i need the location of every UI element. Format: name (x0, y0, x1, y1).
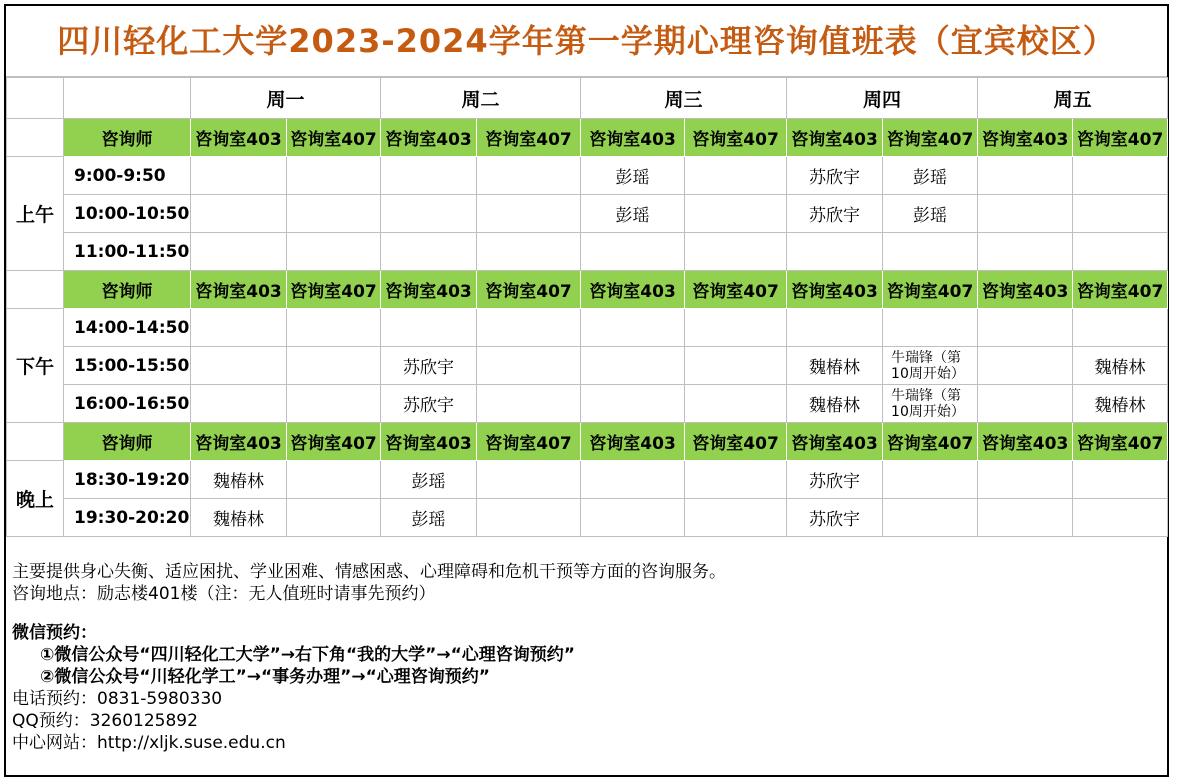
period-label-morning: 上午 (7, 157, 64, 271)
counselor-cell (685, 499, 787, 537)
counselor-cell (191, 385, 287, 423)
time-cell: 18:30-19:20 (64, 461, 191, 499)
time-slot-row (7, 309, 1168, 347)
room-header-cell: 咨询室407 (685, 119, 787, 157)
counselor-cell: 魏椿林 (787, 347, 883, 385)
counselor-cell (287, 195, 381, 233)
counselor-cell (381, 157, 477, 195)
counselor-cell (978, 157, 1073, 195)
room-header-cell: 咨询室403 (978, 271, 1073, 309)
counselor-cell (685, 233, 787, 271)
day-friday: 周五 (978, 78, 1168, 119)
wechat-option-1: ①微信公众号“四川轻化工大学”→右下角“我的大学”→“心理咨询预约” (40, 645, 575, 665)
room-header-row (7, 423, 1168, 461)
counselor-cell (685, 347, 787, 385)
counselor-cell: 苏欣宇 (787, 195, 883, 233)
page-title: 四川轻化工大学2023-2024学年第一学期心理咨询值班表（宜宾校区） (6, 6, 1167, 77)
counselor-cell: 彭瑶 (581, 157, 685, 195)
counselor-cell: 苏欣宇 (381, 347, 477, 385)
time-slot-row (7, 157, 1168, 195)
room-header-cell: 咨询室407 (685, 271, 787, 309)
counselor-cell: 彭瑶 (381, 499, 477, 537)
counselor-cell (978, 461, 1073, 499)
wechat-title: 微信预约： (12, 623, 97, 643)
counselor-cell (883, 309, 978, 347)
room-header-row (7, 271, 1168, 309)
time-cell: 9:00-9:50 (64, 157, 191, 195)
counselor-cell (477, 157, 581, 195)
header-blank-cell (7, 271, 64, 309)
counselor-header: 咨询师 (64, 423, 191, 461)
period-label-afternoon: 下午 (7, 309, 64, 423)
day-thursday: 周四 (787, 78, 978, 119)
counselor-cell (883, 461, 978, 499)
room-header-cell: 咨询室403 (581, 119, 685, 157)
room-header-cell: 咨询室407 (883, 423, 978, 461)
time-slot-row (7, 385, 1168, 423)
counselor-cell: 魏椿林 (787, 385, 883, 423)
counselor-cell (381, 309, 477, 347)
counselor-cell (1073, 499, 1168, 537)
room-header-cell: 咨询室403 (787, 119, 883, 157)
counselor-cell (191, 157, 287, 195)
room-header-cell: 咨询室407 (477, 423, 581, 461)
day-wednesday: 周三 (581, 78, 787, 119)
time-slot-row (7, 347, 1168, 385)
counselor-cell (191, 233, 287, 271)
counselor-cell (287, 309, 381, 347)
time-cell: 19:30-20:20 (64, 499, 191, 537)
time-slot-row (7, 195, 1168, 233)
day-tuesday: 周二 (381, 78, 581, 119)
time-slot-row (7, 233, 1168, 271)
room-header-cell: 咨询室407 (685, 423, 787, 461)
room-header-cell: 咨询室407 (1073, 119, 1168, 157)
counselor-cell (287, 157, 381, 195)
phone-note: 电话预约：0831-5980330 (12, 689, 223, 709)
corner-cell (64, 78, 191, 119)
room-header-cell: 咨询室407 (287, 271, 381, 309)
day-header-row (7, 78, 1168, 119)
counselor-cell (685, 157, 787, 195)
counselor-cell (1073, 233, 1168, 271)
day-monday: 周一 (191, 78, 381, 119)
counselor-cell: 苏欣宇 (381, 385, 477, 423)
time-cell: 16:00-16:50 (64, 385, 191, 423)
location-note: 咨询地点：励志楼401楼（注：无人值班时请事先预约） (12, 584, 436, 604)
counselor-cell (1073, 157, 1168, 195)
counselor-cell: 苏欣宇 (787, 499, 883, 537)
counselor-cell (787, 233, 883, 271)
counselor-header: 咨询师 (64, 271, 191, 309)
room-header-cell: 咨询室407 (883, 271, 978, 309)
counselor-cell (978, 347, 1073, 385)
counselor-cell (581, 347, 685, 385)
counselor-cell (381, 233, 477, 271)
header-blank-cell (7, 119, 64, 157)
counselor-cell: 彭瑶 (883, 195, 978, 233)
period-label-evening: 晚上 (7, 461, 64, 537)
counselor-cell (477, 385, 581, 423)
time-cell: 14:00-14:50 (64, 309, 191, 347)
counselor-cell: 魏椿林 (191, 499, 287, 537)
counselor-cell: 彭瑶 (381, 461, 477, 499)
counselor-cell (477, 233, 581, 271)
room-header-cell: 咨询室407 (883, 119, 978, 157)
room-header-cell: 咨询室407 (477, 119, 581, 157)
room-header-cell: 咨询室407 (1073, 423, 1168, 461)
room-header-cell: 咨询室407 (477, 271, 581, 309)
counselor-cell (685, 461, 787, 499)
room-header-cell: 咨询室403 (381, 119, 477, 157)
qq-note: QQ预约：3260125892 (12, 711, 198, 731)
counselor-cell (581, 461, 685, 499)
time-cell: 10:00-10:50 (64, 195, 191, 233)
counselor-cell (287, 461, 381, 499)
counselor-cell: 牛瑞锋（第10周开始） (883, 347, 978, 385)
counselor-cell (287, 499, 381, 537)
counselor-cell (978, 499, 1073, 537)
counselor-cell (477, 347, 581, 385)
room-header-cell: 咨询室403 (381, 271, 477, 309)
counselor-cell (581, 233, 685, 271)
counselor-cell (191, 195, 287, 233)
room-header-cell: 咨询室403 (978, 119, 1073, 157)
header-blank-cell (7, 423, 64, 461)
counselor-cell: 魏椿林 (1073, 385, 1168, 423)
counselor-cell: 牛瑞锋（第10周开始） (883, 385, 978, 423)
room-header-cell: 咨询室407 (287, 119, 381, 157)
room-header-cell: 咨询室403 (381, 423, 477, 461)
counselor-cell: 魏椿林 (191, 461, 287, 499)
counselor-cell: 魏椿林 (1073, 347, 1168, 385)
notes-section (12, 561, 1162, 754)
counselor-cell (581, 499, 685, 537)
counselor-cell: 彭瑶 (883, 157, 978, 195)
room-header-cell: 咨询室403 (787, 423, 883, 461)
counselor-cell (1073, 309, 1168, 347)
counselor-cell (978, 385, 1073, 423)
room-header-cell: 咨询室403 (191, 119, 287, 157)
counselor-cell (581, 309, 685, 347)
counselor-cell (381, 195, 477, 233)
counselor-cell (787, 309, 883, 347)
counselor-cell (978, 233, 1073, 271)
counselor-cell (287, 347, 381, 385)
counselor-cell (477, 195, 581, 233)
counselor-cell (1073, 195, 1168, 233)
room-header-cell: 咨询室407 (1073, 271, 1168, 309)
counselor-cell (477, 499, 581, 537)
room-header-cell: 咨询室403 (581, 271, 685, 309)
counselor-header: 咨询师 (64, 119, 191, 157)
wechat-option-2: ②微信公众号“川轻化学工”→“事务办理”→“心理咨询预约” (40, 667, 490, 687)
corner-cell (7, 78, 64, 119)
counselor-cell (287, 233, 381, 271)
time-slot-row (7, 461, 1168, 499)
room-header-cell: 咨询室403 (581, 423, 685, 461)
time-cell: 15:00-15:50 (64, 347, 191, 385)
counselor-cell (883, 499, 978, 537)
counselor-cell (477, 309, 581, 347)
counselor-cell (287, 385, 381, 423)
schedule-sheet (4, 4, 1169, 777)
counselor-cell (978, 309, 1073, 347)
website-link[interactable]: 中心网站：http://xljk.suse.edu.cn (12, 733, 286, 753)
counselor-cell (883, 233, 978, 271)
time-slot-row (7, 499, 1168, 537)
room-header-cell: 咨询室403 (191, 271, 287, 309)
counselor-cell: 苏欣宇 (787, 157, 883, 195)
room-header-cell: 咨询室403 (978, 423, 1073, 461)
time-cell: 11:00-11:50 (64, 233, 191, 271)
counselor-cell (978, 195, 1073, 233)
counselor-cell: 彭瑶 (581, 195, 685, 233)
counselor-cell (477, 461, 581, 499)
counselor-cell (685, 385, 787, 423)
room-header-row (7, 119, 1168, 157)
room-header-cell: 咨询室403 (787, 271, 883, 309)
counselor-cell (685, 309, 787, 347)
counselor-cell (581, 385, 685, 423)
services-note: 主要提供身心失衡、适应困扰、学业困难、情感困惑、心理障碍和危机干预等方面的咨询服务。 (12, 562, 726, 582)
counselor-cell (685, 195, 787, 233)
schedule-table (6, 77, 1168, 537)
counselor-cell (1073, 461, 1168, 499)
room-header-cell: 咨询室403 (191, 423, 287, 461)
counselor-cell (191, 309, 287, 347)
counselor-cell (191, 347, 287, 385)
counselor-cell: 苏欣宇 (787, 461, 883, 499)
room-header-cell: 咨询室407 (287, 423, 381, 461)
